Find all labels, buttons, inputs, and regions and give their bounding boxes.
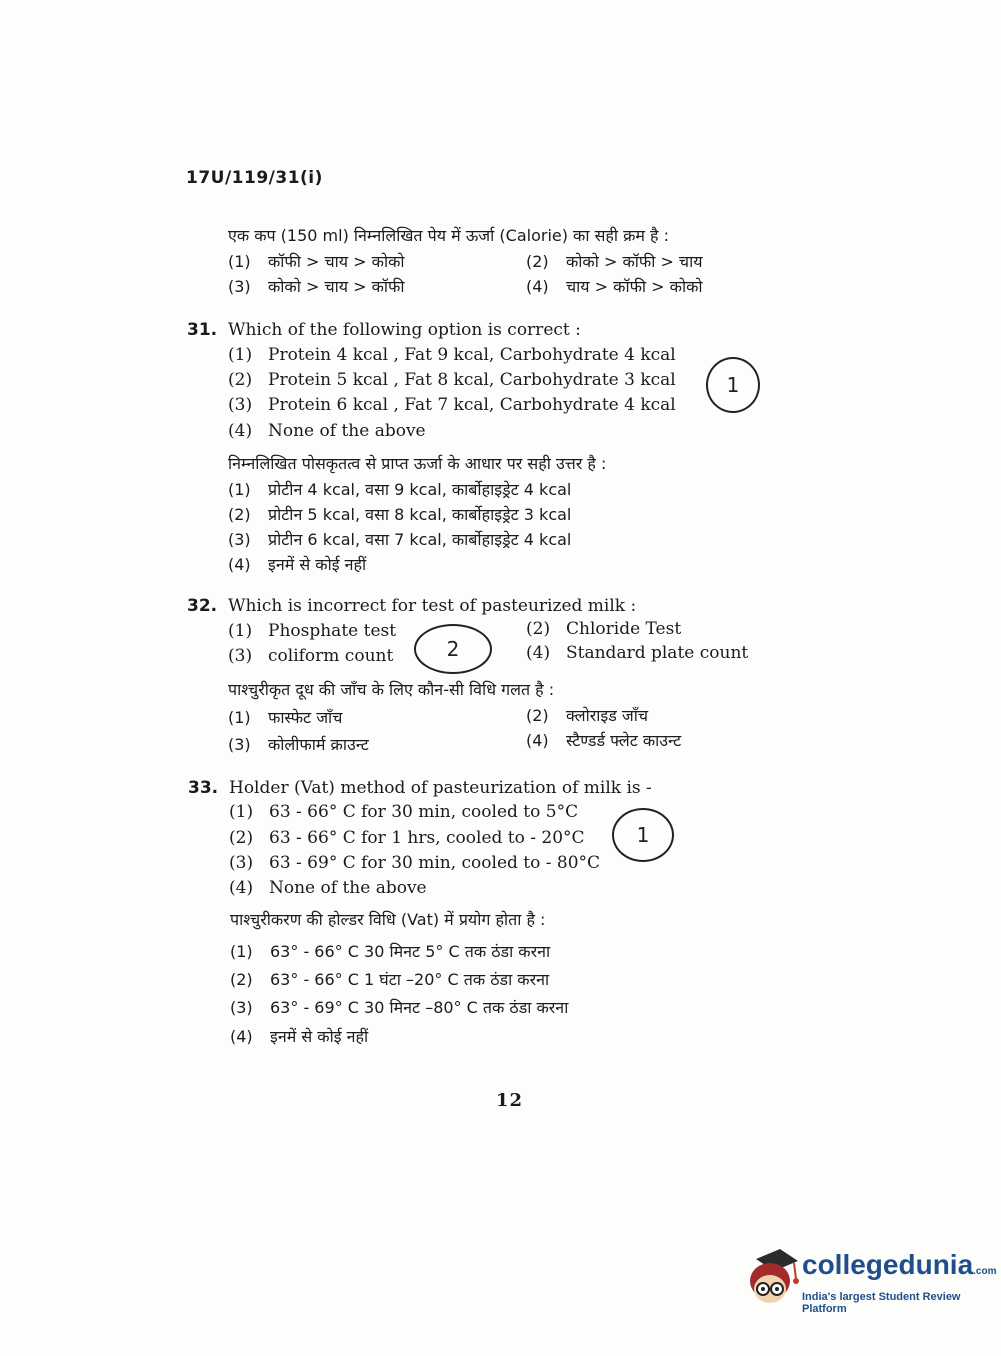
option-text: फास्फेट जाँच [268, 708, 343, 727]
option-text: कोलीफार्म क्राउन्ट [268, 735, 369, 754]
q33-hindi-option-4 [230, 1025, 368, 1047]
option-text: कोको > चाय > कॉफी [268, 277, 405, 296]
option-number: (2) [228, 370, 253, 390]
option-text: 63 - 66° C for 30 min, cooled to 5°C [269, 802, 579, 822]
option-number: (3) [229, 853, 254, 873]
logo-suffix: .com [973, 1266, 997, 1277]
option-number: (1) [230, 942, 253, 961]
option-number: (2) [526, 252, 549, 271]
q32-option-1 [228, 621, 396, 641]
question-stem: Which is incorrect for test of pasteurized milk : [228, 596, 637, 616]
option-text: चाय > कॉफी > कोको [566, 277, 703, 296]
handwritten-answer-circle: 1 [612, 808, 674, 862]
question-number: 33. [188, 778, 219, 798]
logo-name: collegedunia [802, 1249, 974, 1280]
option-text: 63° - 66° C 1 घंटा –20° C तक ठंडा करना [270, 970, 550, 989]
mascot-icon [742, 1245, 800, 1311]
paper-code: 17U/119/31(i) [186, 168, 323, 188]
option-text: Standard plate count [566, 643, 749, 663]
q31-hindi-option-4 [228, 553, 366, 575]
question-stem: Which of the following option is correct : [228, 320, 581, 340]
option-text: प्रोटीन 6 kcal, वसा 7 kcal, कार्बोहाइड्रेट 4 kcal [268, 530, 572, 549]
q32-option-3 [228, 646, 393, 666]
q31-option-1 [228, 345, 676, 365]
option-number: (2) [526, 706, 549, 725]
q32-hindi-option-1 [228, 706, 342, 728]
option-text: Protein 5 kcal , Fat 8 kcal, Carbohydrate 3 kcal [268, 370, 676, 390]
q31-option-3 [228, 395, 676, 415]
q30-hindi-option-3 [228, 275, 405, 297]
q33-hindi-stem: पाश्चुरीकरण की होल्डर विधि (Vat) में प्रयोग होता है : [230, 910, 546, 929]
option-text: प्रोटीन 4 kcal, वसा 9 kcal, कार्बोहाइड्रेट 4 kcal [268, 480, 572, 499]
q30-hindi-option-4 [526, 275, 703, 297]
q31-option-2 [228, 370, 676, 390]
option-text: Protein 6 kcal , Fat 7 kcal, Carbohydrate 4 kcal [268, 395, 676, 415]
q33-option-2 [229, 828, 585, 848]
option-number: (4) [526, 731, 549, 750]
option-text: कॉफी > चाय > कोको [268, 252, 405, 271]
question-stem: Holder (Vat) method of pasteurization of milk is - [229, 778, 652, 798]
option-text: 63 - 66° C for 1 hrs, cooled to - 20°C [269, 828, 585, 848]
option-text: प्रोटीन 5 kcal, वसा 8 kcal, कार्बोहाइड्रेट 3 kcal [268, 505, 572, 524]
option-number: (1) [228, 621, 253, 641]
q31-hindi-stem: निम्नलिखित पोसकृतत्व से प्राप्त ऊर्जा के आधार पर सही उत्तर है : [228, 454, 607, 473]
option-text: Chloride Test [566, 619, 682, 639]
option-text: 63° - 66° C 30 मिनट 5° C तक ठंडा करना [270, 942, 551, 961]
option-number: (3) [228, 646, 253, 666]
q33-hindi-option-3 [230, 996, 568, 1018]
option-text: क्लोराइड जाँच [566, 706, 649, 725]
option-number: (1) [228, 708, 251, 727]
option-number: (3) [228, 277, 251, 296]
option-number: (1) [229, 802, 254, 822]
q32-option-4 [526, 643, 748, 663]
q33-hindi-option-2 [230, 968, 549, 990]
q32-option-2 [526, 619, 681, 639]
handwritten-answer-circle: 2 [414, 624, 492, 674]
option-number: (3) [230, 998, 253, 1017]
q32-hindi-option-2 [526, 704, 648, 726]
option-number: (3) [228, 395, 253, 415]
option-number: (4) [228, 555, 251, 574]
option-text: 63° - 69° C 30 मिनट –80° C तक ठंडा करना [270, 998, 569, 1017]
option-number: (2) [526, 619, 551, 639]
option-text: coliform count [268, 646, 394, 666]
q33-hindi-option-1 [230, 940, 550, 962]
option-number: (4) [526, 277, 549, 296]
logo-tagline: India's largest Student Review Platform [802, 1291, 961, 1315]
page-number: 12 [496, 1090, 524, 1111]
q31-hindi-option-1 [228, 478, 571, 500]
q33-option-4 [229, 878, 427, 898]
option-number: (2) [228, 505, 251, 524]
option-number: (4) [526, 643, 551, 663]
q32-hindi-option-3 [228, 733, 369, 755]
q31-hindi-option-2 [228, 503, 571, 525]
q31-hindi-option-3 [228, 528, 571, 550]
option-number: (3) [228, 735, 251, 754]
question-number: 32. [187, 596, 218, 616]
option-number: (1) [228, 252, 251, 271]
q33-stem-row [188, 778, 652, 798]
option-text: 63 - 69° C for 30 min, cooled to - 80°C [269, 853, 601, 873]
option-text: Phosphate test [268, 621, 397, 641]
handwritten-answer-circle: 1 [706, 357, 760, 413]
option-text: इनमें से कोई नहीं [270, 1027, 369, 1046]
q31-stem-row [187, 320, 581, 340]
option-text: इनमें से कोई नहीं [268, 555, 367, 574]
q30-hindi-option-1 [228, 250, 405, 272]
option-text: None of the above [268, 421, 426, 441]
q33-option-1 [229, 802, 578, 822]
option-number: (4) [229, 878, 254, 898]
option-number: (3) [228, 530, 251, 549]
logo-wordmark [802, 1249, 997, 1281]
option-number: (1) [228, 345, 253, 365]
q30-hindi-option-2 [526, 250, 703, 272]
q30-hindi-stem: एक कप (150 ml) निम्नलिखित पेय में ऊर्जा (Calorie) का सही क्रम है : [228, 226, 670, 245]
option-text: स्टैण्डर्ड फ्लेट काउन्ट [566, 731, 682, 750]
q32-hindi-stem: पाश्चुरीकृत दूध की जाँच के लिए कौन-सी विधि गलत है : [228, 680, 555, 699]
option-text: कोको > कॉफी > चाय [566, 252, 703, 271]
q32-hindi-option-4 [526, 729, 681, 751]
q32-stem-row [187, 596, 636, 616]
option-text: Protein 4 kcal , Fat 9 kcal, Carbohydrate 4 kcal [268, 345, 676, 365]
option-number: (1) [228, 480, 251, 499]
option-number: (2) [229, 828, 254, 848]
q31-option-4 [228, 421, 426, 441]
question-number: 31. [187, 320, 218, 340]
option-number: (2) [230, 970, 253, 989]
q33-option-3 [229, 853, 600, 873]
option-number: (4) [230, 1027, 253, 1046]
option-number: (4) [228, 421, 253, 441]
option-text: None of the above [269, 878, 427, 898]
collegedunia-logo [742, 1245, 997, 1315]
